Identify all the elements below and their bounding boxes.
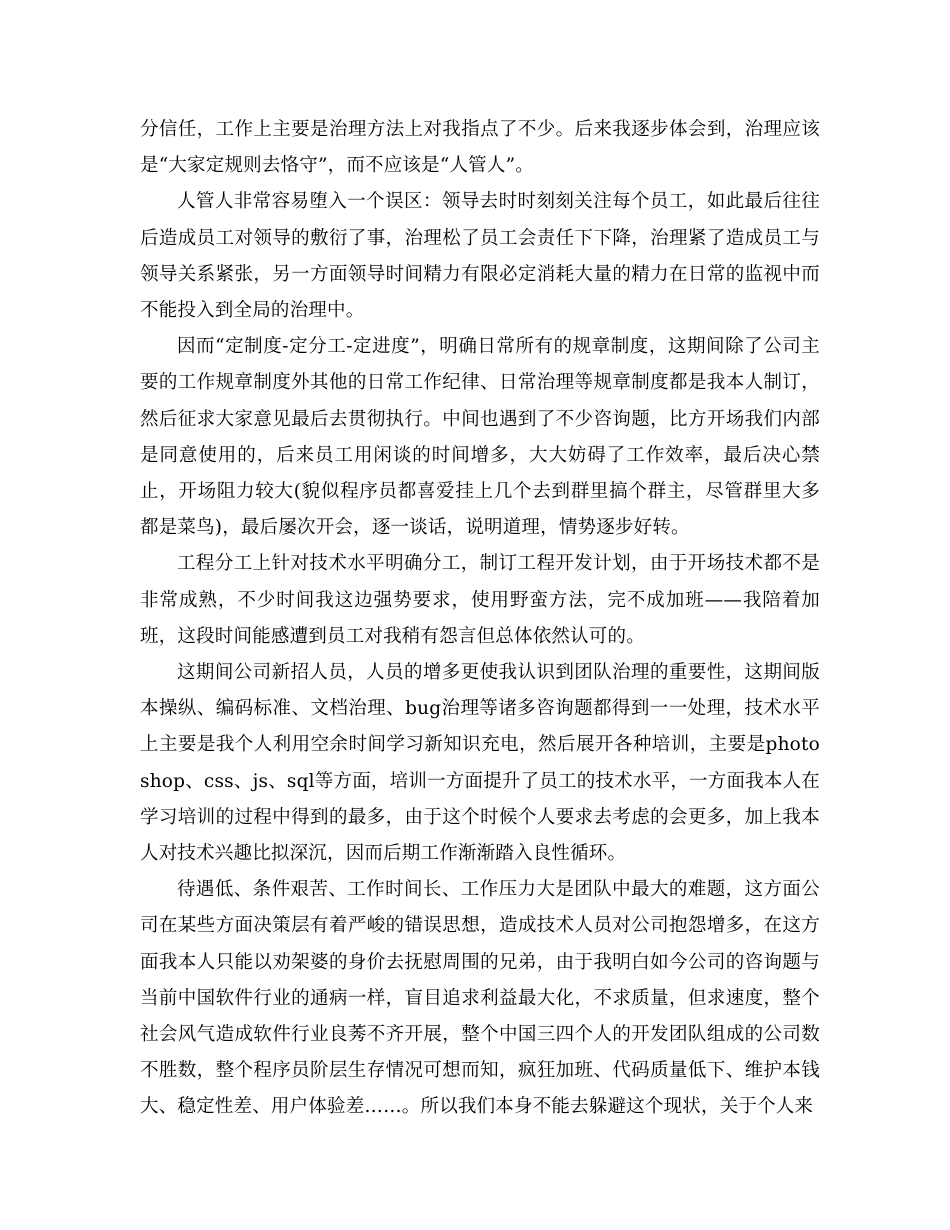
paragraph-team-growth: 这期间公司新招人员，人员的增多更使我认识到团队治理的重要性，这期间版本操纵、编码标准、文档治理、bug治理等诸多咨询题都得到一一处理，技术水平上主要是我个人利用空余时间学习新知识充电，然后展开各种培训，主要是photoshop、css、js、sql等方面，培训一方面提升了员工的技术水平，一方面我本人在学习培训的过程中得到的最多，由于这个时候个人要求去考虑的会更多，加上我本人对技术兴趣比拟深沉，因而后期工作渐渐踏入良性循环。 <box>140 662 820 865</box>
paragraph-project-division: 工程分工上针对技术水平明确分工，制订工程开发计划，由于开场技术都不是非常成熟，不少时间我这边强势要求，使用野蛮方法，完不成加班——我陪着加班，这段时间能感遭到员工对我稍有怨言但总体依然认可的。 <box>140 553 820 647</box>
document-page <box>140 112 820 1126</box>
paragraph-challenges: 待遇低、条件艰苦、工作时间长、工作压力大是团队中最大的难题，这方面公司在某些方面决策层有着严峻的错误思想，造成技术人员对公司抱怨增多，在这方面我本人只能以劝架婆的身价去抚慰周围的兄弟，由于我明白如今公司的咨询题与当前中国软件行业的通病一样，盲目追求利益最大化，不求质量，但求速度，整个社会风气造成软件行业良莠不齐开展，整个中国三四个人的开发团队组成的公司数不胜数，整个程序员阶层生存情况可想而知，疯狂加班、代码质量低下、维护本钱大、稳定性差、用户体验差……。所以我们本身不能去躲避这个现状，关于个人来 <box>140 879 820 1118</box>
paragraph-continuation: 分信任，工作上主要是治理方法上对我指点了不少。后来我逐步体会到，治理应该是“大家定规则去恪守”，而不应该是“人管人”。 <box>140 119 820 177</box>
paragraph-people-management: 人管人非常容易堕入一个误区：领导去时时刻刻关注每个员工，如此最后往往后造成员工对领导的敷衍了事，治理松了员工会责任下下降，治理紧了造成员工与领导关系紧张，另一方面领导时间精力有限必定消耗大量的精力在日常的监视中而不能投入到全局的治理中。 <box>140 191 820 322</box>
paragraph-rules-system: 因而“定制度-定分工-定进度”，明确日常所有的规章制度，这期间除了公司主要的工作规章制度外其他的日常工作纪律、日常治理等规章制度都是我本人制订，然后征求大家意见最后去贯彻执行。中间也遇到了不少咨询题，比方开场我们内部是同意使用的，后来员工用闲谈的时间增多，大大妨碍了工作效率，最后决心禁止，开场阻力较大(貌似程序员都喜爱挂上几个去到群里搞个群主，尽管群里大多都是菜鸟)，最后屡次开会，逐一谈话，说明道理，情势逐步好转。 <box>140 336 820 539</box>
